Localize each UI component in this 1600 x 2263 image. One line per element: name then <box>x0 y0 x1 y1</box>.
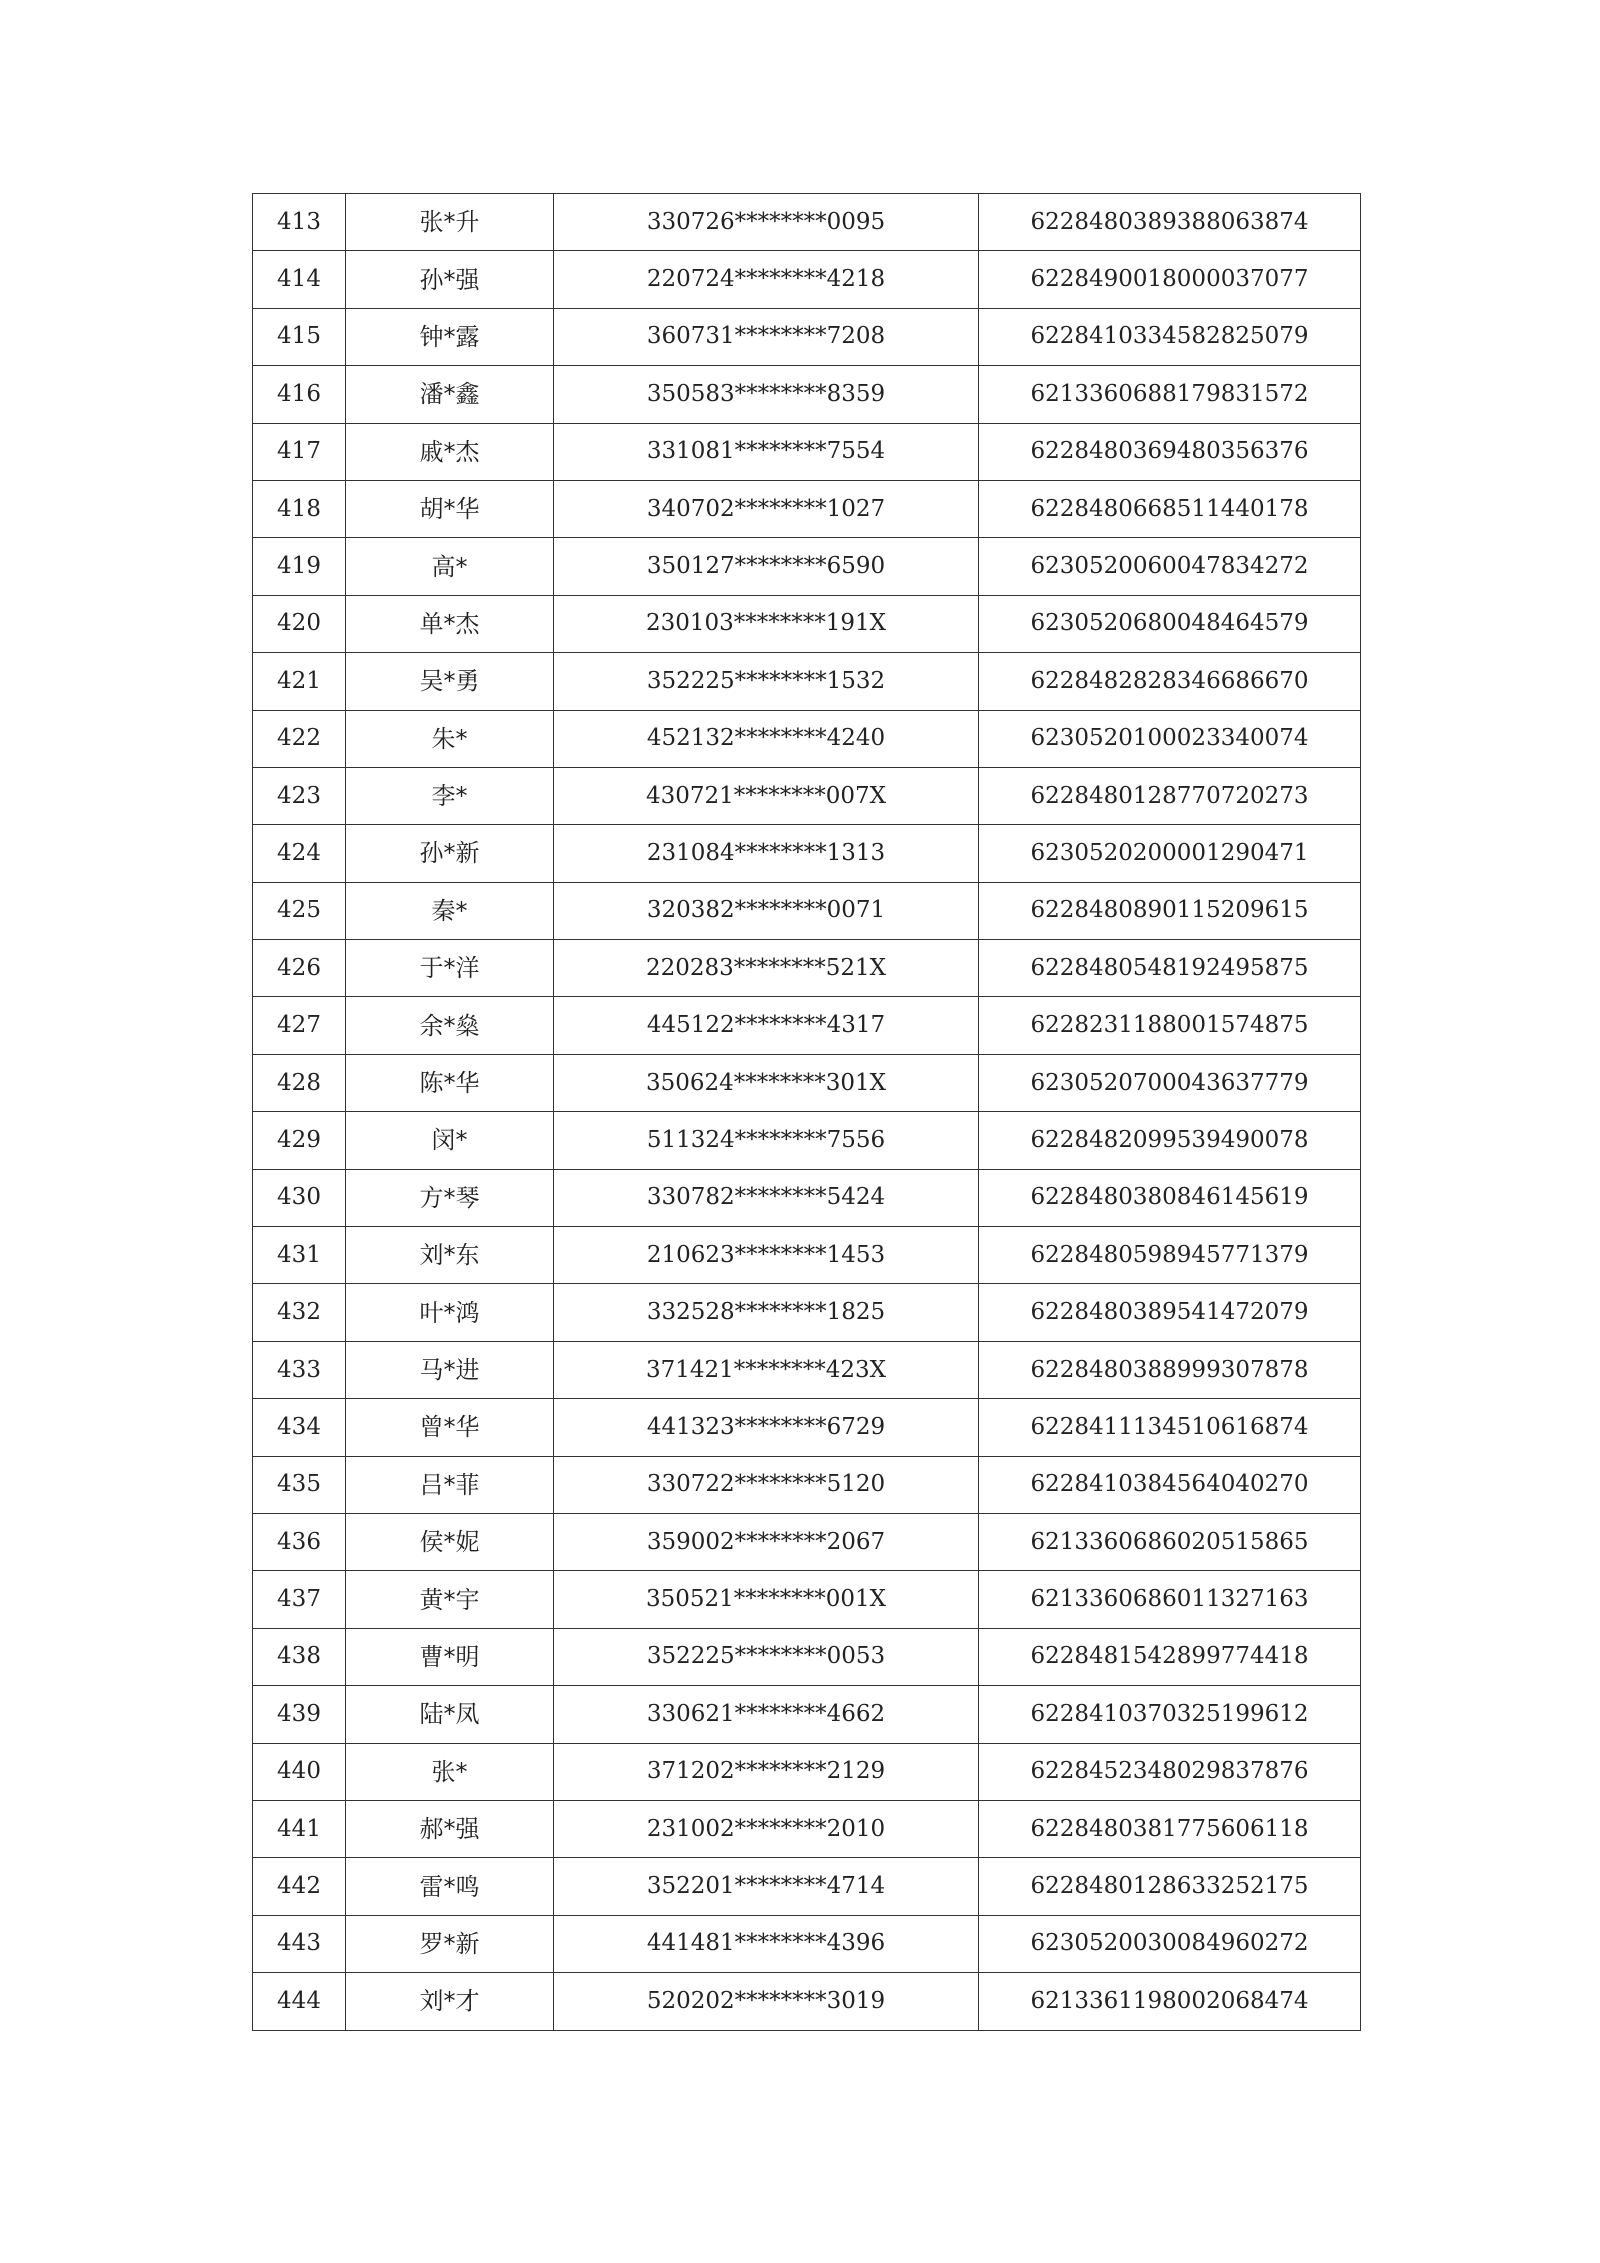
bank-card-cell: 6228480128633252175 <box>979 1858 1361 1915</box>
bank-card-cell: 6228480369480356376 <box>979 423 1361 480</box>
row-number-cell: 441 <box>253 1800 346 1857</box>
name-cell: 刘*东 <box>346 1227 554 1284</box>
row-number-cell: 420 <box>253 595 346 652</box>
row-number-cell: 434 <box>253 1399 346 1456</box>
bank-card-cell: 6228410370325199612 <box>979 1686 1361 1743</box>
name-cell: 钟*露 <box>346 308 554 365</box>
id-number-cell: 445122********4317 <box>554 997 979 1054</box>
name-cell: 高* <box>346 538 554 595</box>
table-row <box>253 1973 1361 2030</box>
row-number-cell: 424 <box>253 825 346 882</box>
row-number-cell: 427 <box>253 997 346 1054</box>
id-number-cell: 220283********521X <box>554 940 979 997</box>
table-row <box>253 1858 1361 1915</box>
bank-card-cell: 6228480598945771379 <box>979 1227 1361 1284</box>
id-number-cell: 350583********8359 <box>554 366 979 423</box>
name-cell: 潘*鑫 <box>346 366 554 423</box>
row-number-cell: 414 <box>253 251 346 308</box>
bank-card-cell: 6228480548192495875 <box>979 940 1361 997</box>
name-cell: 单*杰 <box>346 595 554 652</box>
row-number-cell: 425 <box>253 882 346 939</box>
bank-card-cell: 6228480890115209615 <box>979 882 1361 939</box>
roster-table <box>252 193 1361 2031</box>
id-number-cell: 441481********4396 <box>554 1915 979 1972</box>
table-row <box>253 1571 1361 1628</box>
bank-card-cell: 6213360686011327163 <box>979 1571 1361 1628</box>
bank-card-cell: 6228480389541472079 <box>979 1284 1361 1341</box>
id-number-cell: 332528********1825 <box>554 1284 979 1341</box>
bank-card-cell: 6228480388999307878 <box>979 1341 1361 1398</box>
table-row <box>253 1112 1361 1169</box>
name-cell: 孙*强 <box>346 251 554 308</box>
id-number-cell: 330621********4662 <box>554 1686 979 1743</box>
table-row <box>253 940 1361 997</box>
name-cell: 黄*宇 <box>346 1571 554 1628</box>
row-number-cell: 421 <box>253 653 346 710</box>
row-number-cell: 438 <box>253 1628 346 1685</box>
table-row <box>253 1513 1361 1570</box>
row-number-cell: 436 <box>253 1513 346 1570</box>
name-cell: 郝*强 <box>346 1800 554 1857</box>
table-row <box>253 1227 1361 1284</box>
table-row <box>253 1628 1361 1685</box>
row-number-cell: 426 <box>253 940 346 997</box>
table-row <box>253 1800 1361 1857</box>
table-row <box>253 366 1361 423</box>
name-cell: 张*升 <box>346 194 554 251</box>
name-cell: 叶*鸿 <box>346 1284 554 1341</box>
name-cell: 孙*新 <box>346 825 554 882</box>
bank-card-cell: 6228480381775606118 <box>979 1800 1361 1857</box>
name-cell: 胡*华 <box>346 480 554 537</box>
id-number-cell: 350624********301X <box>554 1054 979 1111</box>
table-row <box>253 710 1361 767</box>
bank-card-cell: 6228480668511440178 <box>979 480 1361 537</box>
table-row <box>253 1054 1361 1111</box>
bank-card-cell: 6213360686020515865 <box>979 1513 1361 1570</box>
bank-card-cell: 6228490018000037077 <box>979 251 1361 308</box>
id-number-cell: 371421********423X <box>554 1341 979 1398</box>
id-number-cell: 330722********5120 <box>554 1456 979 1513</box>
id-number-cell: 430721********007X <box>554 767 979 824</box>
bank-card-cell: 6230520060047834272 <box>979 538 1361 595</box>
name-cell: 余*燊 <box>346 997 554 1054</box>
name-cell: 戚*杰 <box>346 423 554 480</box>
row-number-cell: 417 <box>253 423 346 480</box>
roster-table-body <box>253 194 1361 2031</box>
table-row <box>253 767 1361 824</box>
row-number-cell: 430 <box>253 1169 346 1226</box>
bank-card-cell: 6230520200001290471 <box>979 825 1361 882</box>
id-number-cell: 360731********7208 <box>554 308 979 365</box>
id-number-cell: 350521********001X <box>554 1571 979 1628</box>
table-row <box>253 825 1361 882</box>
id-number-cell: 352225********0053 <box>554 1628 979 1685</box>
id-number-cell: 352201********4714 <box>554 1858 979 1915</box>
table-row <box>253 194 1361 251</box>
id-number-cell: 330726********0095 <box>554 194 979 251</box>
name-cell: 秦* <box>346 882 554 939</box>
table-row <box>253 1399 1361 1456</box>
table-row <box>253 882 1361 939</box>
table-row <box>253 1341 1361 1398</box>
bank-card-cell: 6230520100023340074 <box>979 710 1361 767</box>
id-number-cell: 441323********6729 <box>554 1399 979 1456</box>
name-cell: 吕*菲 <box>346 1456 554 1513</box>
name-cell: 陆*凤 <box>346 1686 554 1743</box>
row-number-cell: 432 <box>253 1284 346 1341</box>
name-cell: 雷*鸣 <box>346 1858 554 1915</box>
id-number-cell: 220724********4218 <box>554 251 979 308</box>
id-number-cell: 231002********2010 <box>554 1800 979 1857</box>
table-row <box>253 251 1361 308</box>
name-cell: 方*琴 <box>346 1169 554 1226</box>
name-cell: 于*洋 <box>346 940 554 997</box>
id-number-cell: 520202********3019 <box>554 1973 979 2030</box>
row-number-cell: 442 <box>253 1858 346 1915</box>
table-row <box>253 1169 1361 1226</box>
row-number-cell: 433 <box>253 1341 346 1398</box>
name-cell: 曹*明 <box>346 1628 554 1685</box>
id-number-cell: 231084********1313 <box>554 825 979 882</box>
bank-card-cell: 6213361198002068474 <box>979 1973 1361 2030</box>
row-number-cell: 443 <box>253 1915 346 1972</box>
name-cell: 朱* <box>346 710 554 767</box>
bank-card-cell: 6230520680048464579 <box>979 595 1361 652</box>
row-number-cell: 444 <box>253 1973 346 2030</box>
id-number-cell: 331081********7554 <box>554 423 979 480</box>
table-row <box>253 1284 1361 1341</box>
table-row <box>253 997 1361 1054</box>
bank-card-cell: 6228452348029837876 <box>979 1743 1361 1800</box>
name-cell: 马*进 <box>346 1341 554 1398</box>
row-number-cell: 437 <box>253 1571 346 1628</box>
id-number-cell: 230103********191X <box>554 595 979 652</box>
table-row <box>253 1456 1361 1513</box>
id-number-cell: 210623********1453 <box>554 1227 979 1284</box>
row-number-cell: 418 <box>253 480 346 537</box>
row-number-cell: 440 <box>253 1743 346 1800</box>
row-number-cell: 429 <box>253 1112 346 1169</box>
name-cell: 罗*新 <box>346 1915 554 1972</box>
name-cell: 曾*华 <box>346 1399 554 1456</box>
id-number-cell: 352225********1532 <box>554 653 979 710</box>
name-cell: 闵* <box>346 1112 554 1169</box>
table-row <box>253 538 1361 595</box>
bank-card-cell: 6213360688179831572 <box>979 366 1361 423</box>
id-number-cell: 340702********1027 <box>554 480 979 537</box>
table-row <box>253 1743 1361 1800</box>
row-number-cell: 415 <box>253 308 346 365</box>
row-number-cell: 419 <box>253 538 346 595</box>
id-number-cell: 452132********4240 <box>554 710 979 767</box>
name-cell: 刘*才 <box>346 1973 554 2030</box>
row-number-cell: 423 <box>253 767 346 824</box>
row-number-cell: 416 <box>253 366 346 423</box>
id-number-cell: 330782********5424 <box>554 1169 979 1226</box>
bank-card-cell: 6228480389388063874 <box>979 194 1361 251</box>
row-number-cell: 439 <box>253 1686 346 1743</box>
bank-card-cell: 6228231188001574875 <box>979 997 1361 1054</box>
id-number-cell: 350127********6590 <box>554 538 979 595</box>
row-number-cell: 431 <box>253 1227 346 1284</box>
bank-card-cell: 6228410384564040270 <box>979 1456 1361 1513</box>
bank-card-cell: 6228482099539490078 <box>979 1112 1361 1169</box>
name-cell: 李* <box>346 767 554 824</box>
table-row <box>253 423 1361 480</box>
bank-card-cell: 6228480128770720273 <box>979 767 1361 824</box>
table-row <box>253 308 1361 365</box>
id-number-cell: 371202********2129 <box>554 1743 979 1800</box>
row-number-cell: 413 <box>253 194 346 251</box>
id-number-cell: 359002********2067 <box>554 1513 979 1570</box>
name-cell: 侯*妮 <box>346 1513 554 1570</box>
table-row <box>253 595 1361 652</box>
row-number-cell: 435 <box>253 1456 346 1513</box>
bank-card-cell: 6228480380846145619 <box>979 1169 1361 1226</box>
id-number-cell: 511324********7556 <box>554 1112 979 1169</box>
bank-card-cell: 6228482828346686670 <box>979 653 1361 710</box>
name-cell: 张* <box>346 1743 554 1800</box>
name-cell: 陈*华 <box>346 1054 554 1111</box>
table-row <box>253 480 1361 537</box>
row-number-cell: 422 <box>253 710 346 767</box>
bank-card-cell: 6228410334582825079 <box>979 308 1361 365</box>
name-cell: 吴*勇 <box>346 653 554 710</box>
table-row <box>253 653 1361 710</box>
bank-card-cell: 6230520030084960272 <box>979 1915 1361 1972</box>
row-number-cell: 428 <box>253 1054 346 1111</box>
table-row <box>253 1686 1361 1743</box>
bank-card-cell: 6228411134510616874 <box>979 1399 1361 1456</box>
table-row <box>253 1915 1361 1972</box>
bank-card-cell: 6228481542899774418 <box>979 1628 1361 1685</box>
id-number-cell: 320382********0071 <box>554 882 979 939</box>
bank-card-cell: 6230520700043637779 <box>979 1054 1361 1111</box>
